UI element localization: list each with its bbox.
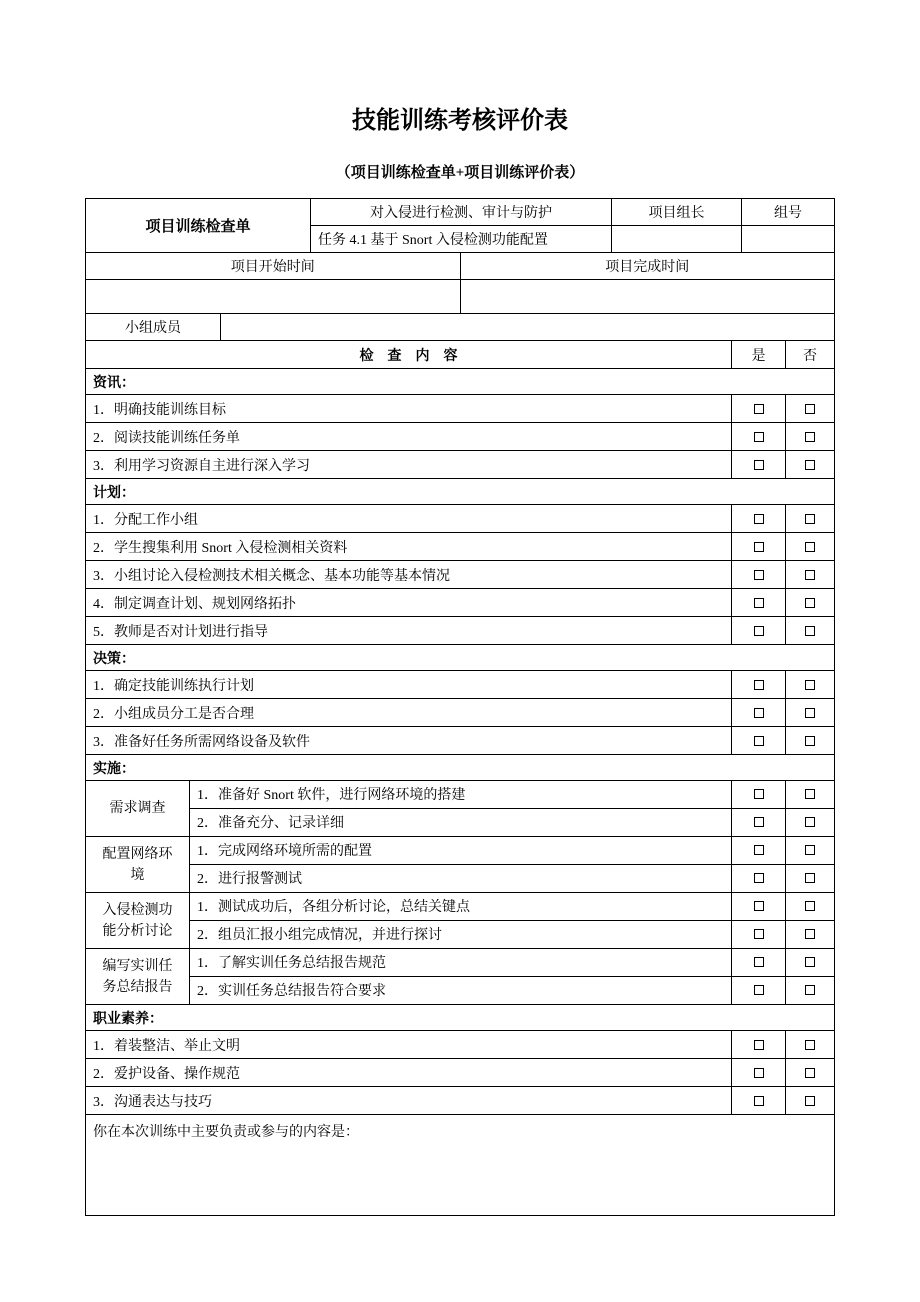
responsibility-row bbox=[86, 1115, 834, 1215]
yes-checkbox-cell bbox=[732, 781, 786, 808]
checkbox-no[interactable] bbox=[805, 570, 815, 580]
yes-checkbox-cell bbox=[732, 451, 786, 478]
section-title: 资讯： bbox=[93, 375, 135, 391]
checklist-item-text: 1．了解实训任务总结报告规范 bbox=[190, 949, 732, 976]
checklist-item-row bbox=[86, 395, 834, 423]
checklist-item-row bbox=[190, 921, 834, 948]
checklist-item-text: 4．制定调查计划、规划网络拓扑 bbox=[86, 589, 732, 616]
checkbox-no[interactable] bbox=[805, 542, 815, 552]
checkbox-yes[interactable] bbox=[754, 985, 764, 995]
checkbox-yes[interactable] bbox=[754, 736, 764, 746]
checkbox-no[interactable] bbox=[805, 873, 815, 883]
checklist-item-row bbox=[86, 699, 834, 727]
impl-group-label: 入侵检测功能分析讨论 bbox=[86, 893, 190, 948]
yes-checkbox-cell bbox=[732, 949, 786, 976]
project-row bbox=[311, 199, 834, 226]
impl-group-items bbox=[190, 949, 834, 1004]
section-header-row bbox=[86, 1005, 834, 1031]
no-checkbox-cell bbox=[786, 589, 834, 616]
checklist-item-row bbox=[86, 671, 834, 699]
no-checkbox-cell bbox=[786, 505, 834, 532]
yes-header-cell: 是 bbox=[732, 341, 786, 368]
checkbox-no[interactable] bbox=[805, 817, 815, 827]
checkbox-no[interactable] bbox=[805, 708, 815, 718]
checklist-item-text: 1．完成网络环境所需的配置 bbox=[190, 837, 732, 864]
section-title: 实施： bbox=[93, 761, 135, 777]
section-header-row bbox=[86, 479, 834, 505]
yes-checkbox-cell bbox=[732, 1059, 786, 1086]
checkbox-yes[interactable] bbox=[754, 570, 764, 580]
yes-checkbox-cell bbox=[732, 865, 786, 892]
checklist-item-row bbox=[86, 561, 834, 589]
members-input-cell[interactable] bbox=[221, 314, 834, 340]
checklist-item-text: 1．明确技能训练目标 bbox=[86, 395, 732, 422]
checkbox-no[interactable] bbox=[805, 514, 815, 524]
no-checkbox-cell bbox=[786, 727, 834, 754]
checklist-item-text: 2．进行报警测试 bbox=[190, 865, 732, 892]
checkbox-yes[interactable] bbox=[754, 598, 764, 608]
no-checkbox-cell bbox=[786, 671, 834, 698]
yes-checkbox-cell bbox=[732, 809, 786, 836]
checkbox-yes[interactable] bbox=[754, 460, 764, 470]
header-right-stack bbox=[311, 199, 834, 252]
yes-checkbox-cell bbox=[732, 1087, 786, 1114]
checkbox-yes[interactable] bbox=[754, 626, 764, 636]
checkbox-no[interactable] bbox=[805, 985, 815, 995]
yes-checkbox-cell bbox=[732, 699, 786, 726]
no-checkbox-cell bbox=[786, 921, 834, 948]
checkbox-no[interactable] bbox=[805, 1040, 815, 1050]
impl-group-label: 编写实训任务总结报告 bbox=[86, 949, 190, 1004]
checkbox-yes[interactable] bbox=[754, 817, 764, 827]
leader-input-cell[interactable] bbox=[612, 226, 742, 252]
group-no-label-cell: 组号 bbox=[774, 205, 802, 221]
start-time-input-cell[interactable] bbox=[86, 280, 461, 313]
no-checkbox-cell bbox=[786, 561, 834, 588]
checkbox-no[interactable] bbox=[805, 460, 815, 470]
checklist-item-row bbox=[86, 1087, 834, 1115]
checklist-item-text: 2．实训任务总结报告符合要求 bbox=[190, 977, 732, 1004]
yes-checkbox-cell bbox=[732, 921, 786, 948]
no-checkbox-cell bbox=[786, 617, 834, 644]
checklist-item-text: 2．组员汇报小组完成情况，并进行探讨 bbox=[190, 921, 732, 948]
project-name-cell: 对入侵进行检测、审计与防护 bbox=[311, 199, 612, 225]
members-label-cell: 小组成员 bbox=[86, 314, 221, 340]
yes-checkbox-cell bbox=[732, 533, 786, 560]
yes-checkbox-cell bbox=[732, 1031, 786, 1058]
yes-checkbox-cell bbox=[732, 561, 786, 588]
checkbox-yes[interactable] bbox=[754, 542, 764, 552]
group-no-input-cell[interactable] bbox=[742, 226, 834, 252]
yes-checkbox-cell bbox=[732, 617, 786, 644]
yes-checkbox-cell bbox=[732, 893, 786, 920]
impl-group-items bbox=[190, 893, 834, 948]
checkbox-yes[interactable] bbox=[754, 1040, 764, 1050]
checklist-item-row bbox=[86, 589, 834, 617]
checklist-item-text: 3．小组讨论入侵检测技术相关概念、基本功能等基本情况 bbox=[86, 561, 732, 588]
checkbox-no[interactable] bbox=[805, 901, 815, 911]
checklist-item-row bbox=[190, 809, 834, 836]
checklist-item-text: 3．利用学习资源自主进行深入学习 bbox=[86, 451, 732, 478]
yes-checkbox-cell bbox=[732, 395, 786, 422]
checklist-item-row bbox=[190, 837, 834, 865]
impl-group-row bbox=[86, 781, 834, 837]
impl-group-label: 需求调查 bbox=[86, 781, 190, 836]
no-checkbox-cell bbox=[786, 423, 834, 450]
yes-checkbox-cell bbox=[732, 589, 786, 616]
checkbox-yes[interactable] bbox=[754, 514, 764, 524]
checklist-item-text: 3．准备好任务所需网络设备及软件 bbox=[86, 727, 732, 754]
no-checkbox-cell bbox=[786, 1031, 834, 1058]
checklist-item-row bbox=[86, 1031, 834, 1059]
section-header-row bbox=[86, 755, 834, 781]
checklist-item-text: 2．阅读技能训练任务单 bbox=[86, 423, 732, 450]
checklist-item-text: 1．确定技能训练执行计划 bbox=[86, 671, 732, 698]
checklist-item-text: 2．爱护设备、操作规范 bbox=[86, 1059, 732, 1086]
yes-checkbox-cell bbox=[732, 671, 786, 698]
no-checkbox-cell bbox=[786, 949, 834, 976]
checklist-item-text: 1．测试成功后，各组分析讨论，总结关键点 bbox=[190, 893, 732, 920]
finish-time-label-cell: 项目完成时间 bbox=[605, 260, 690, 275]
time-values-row bbox=[86, 280, 834, 314]
checklist-item-row bbox=[190, 865, 834, 892]
checkbox-yes[interactable] bbox=[754, 957, 764, 967]
checkbox-no[interactable] bbox=[805, 789, 815, 799]
responsibility-input-cell[interactable] bbox=[86, 1115, 834, 1215]
checkbox-yes[interactable] bbox=[754, 404, 764, 414]
checkbox-yes[interactable] bbox=[754, 873, 764, 883]
no-checkbox-cell bbox=[786, 451, 834, 478]
checklist-item-row bbox=[86, 505, 834, 533]
no-checkbox-cell bbox=[786, 395, 834, 422]
checkbox-yes[interactable] bbox=[754, 929, 764, 939]
checklist-item-text: 1．分配工作小组 bbox=[86, 505, 732, 532]
checklist-item-text: 2．学生搜集利用 Snort 入侵检测相关资料 bbox=[86, 533, 732, 560]
checklist-item-row bbox=[86, 617, 834, 645]
impl-group-row bbox=[86, 949, 834, 1005]
yes-checkbox-cell bbox=[732, 423, 786, 450]
no-checkbox-cell bbox=[786, 977, 834, 1004]
checklist-title-cell: 项目训练检查单 bbox=[86, 199, 311, 252]
yes-checkbox-cell bbox=[732, 505, 786, 532]
content-header-cell: 检 查 内 容 bbox=[86, 341, 732, 368]
checklist-item-row bbox=[86, 423, 834, 451]
members-row bbox=[86, 314, 834, 341]
header-row bbox=[86, 199, 834, 253]
no-checkbox-cell bbox=[786, 533, 834, 560]
checklist-item-row bbox=[190, 977, 834, 1004]
finish-time-input-cell[interactable] bbox=[461, 280, 835, 313]
checklist-item-row bbox=[190, 893, 834, 921]
no-checkbox-cell bbox=[786, 1059, 834, 1086]
checkbox-no[interactable] bbox=[805, 1096, 815, 1106]
yes-checkbox-cell bbox=[732, 837, 786, 864]
checkbox-no[interactable] bbox=[805, 404, 815, 414]
impl-group-label: 配置网络环境 bbox=[86, 837, 190, 892]
checkbox-no[interactable] bbox=[805, 929, 815, 939]
no-checkbox-cell bbox=[786, 837, 834, 864]
task-name-cell: 任务 4.1 基于 Snort 入侵检测功能配置 bbox=[311, 226, 612, 252]
checkbox-no[interactable] bbox=[805, 957, 815, 967]
checkbox-no[interactable] bbox=[805, 680, 815, 690]
checkbox-no[interactable] bbox=[805, 736, 815, 746]
section-title: 决策： bbox=[93, 651, 135, 667]
yes-checkbox-cell bbox=[732, 977, 786, 1004]
no-checkbox-cell bbox=[786, 1087, 834, 1114]
checkbox-no[interactable] bbox=[805, 626, 815, 636]
responsibility-prompt: 你在本次训练中主要负责或参与的内容是： bbox=[93, 1125, 359, 1140]
checklist-item-text: 1．着装整洁、举止文明 bbox=[86, 1031, 732, 1058]
content-header-row bbox=[86, 341, 834, 369]
checklist-item-text: 3．沟通表达与技巧 bbox=[86, 1087, 732, 1114]
section-header-row bbox=[86, 369, 834, 395]
task-row bbox=[311, 226, 834, 252]
time-labels-row bbox=[86, 253, 834, 280]
checklist-item-row bbox=[190, 781, 834, 809]
checklist-item-text: 2．准备充分、记录详细 bbox=[190, 809, 732, 836]
page-title: 技能训练考核评价表 bbox=[352, 108, 568, 134]
checkbox-yes[interactable] bbox=[754, 789, 764, 799]
impl-group-items bbox=[190, 837, 834, 892]
no-checkbox-cell bbox=[786, 699, 834, 726]
section-header-row bbox=[86, 645, 834, 671]
yes-checkbox-cell bbox=[732, 727, 786, 754]
checkbox-no[interactable] bbox=[805, 1068, 815, 1078]
section-title: 职业素养： bbox=[93, 1011, 163, 1027]
checklist-item-row bbox=[86, 451, 834, 479]
no-header-cell: 否 bbox=[803, 348, 817, 364]
checklist-item-row bbox=[190, 949, 834, 977]
checklist-item-text: 2．小组成员分工是否合理 bbox=[86, 699, 732, 726]
impl-group-row bbox=[86, 893, 834, 949]
no-checkbox-cell bbox=[786, 809, 834, 836]
checkbox-yes[interactable] bbox=[754, 845, 764, 855]
no-checkbox-cell bbox=[786, 865, 834, 892]
checkbox-no[interactable] bbox=[805, 845, 815, 855]
checkbox-yes[interactable] bbox=[754, 432, 764, 442]
checkbox-yes[interactable] bbox=[754, 1068, 764, 1078]
leader-label-cell: 项目组长 bbox=[612, 199, 742, 225]
checkbox-yes[interactable] bbox=[754, 1096, 764, 1106]
checklist-item-text: 5．教师是否对计划进行指导 bbox=[86, 617, 732, 644]
start-time-label-cell: 项目开始时间 bbox=[86, 253, 461, 279]
no-checkbox-cell bbox=[786, 781, 834, 808]
impl-group-items bbox=[190, 781, 834, 836]
checkbox-no[interactable] bbox=[805, 598, 815, 608]
checkbox-yes[interactable] bbox=[754, 680, 764, 690]
checkbox-no[interactable] bbox=[805, 432, 815, 442]
checkbox-yes[interactable] bbox=[754, 708, 764, 718]
no-checkbox-cell bbox=[786, 893, 834, 920]
checklist-item-row bbox=[86, 533, 834, 561]
page-subtitle: （项目训练检查单+项目训练评价表） bbox=[335, 165, 585, 181]
impl-group-row bbox=[86, 837, 834, 893]
checklist-item-text: 1．准备好 Snort 软件，进行网络环境的搭建 bbox=[190, 781, 732, 808]
checkbox-yes[interactable] bbox=[754, 901, 764, 911]
checklist-table bbox=[85, 198, 835, 1216]
checklist-item-row bbox=[86, 1059, 834, 1087]
section-title: 计划： bbox=[93, 485, 135, 501]
checklist-item-row bbox=[86, 727, 834, 755]
